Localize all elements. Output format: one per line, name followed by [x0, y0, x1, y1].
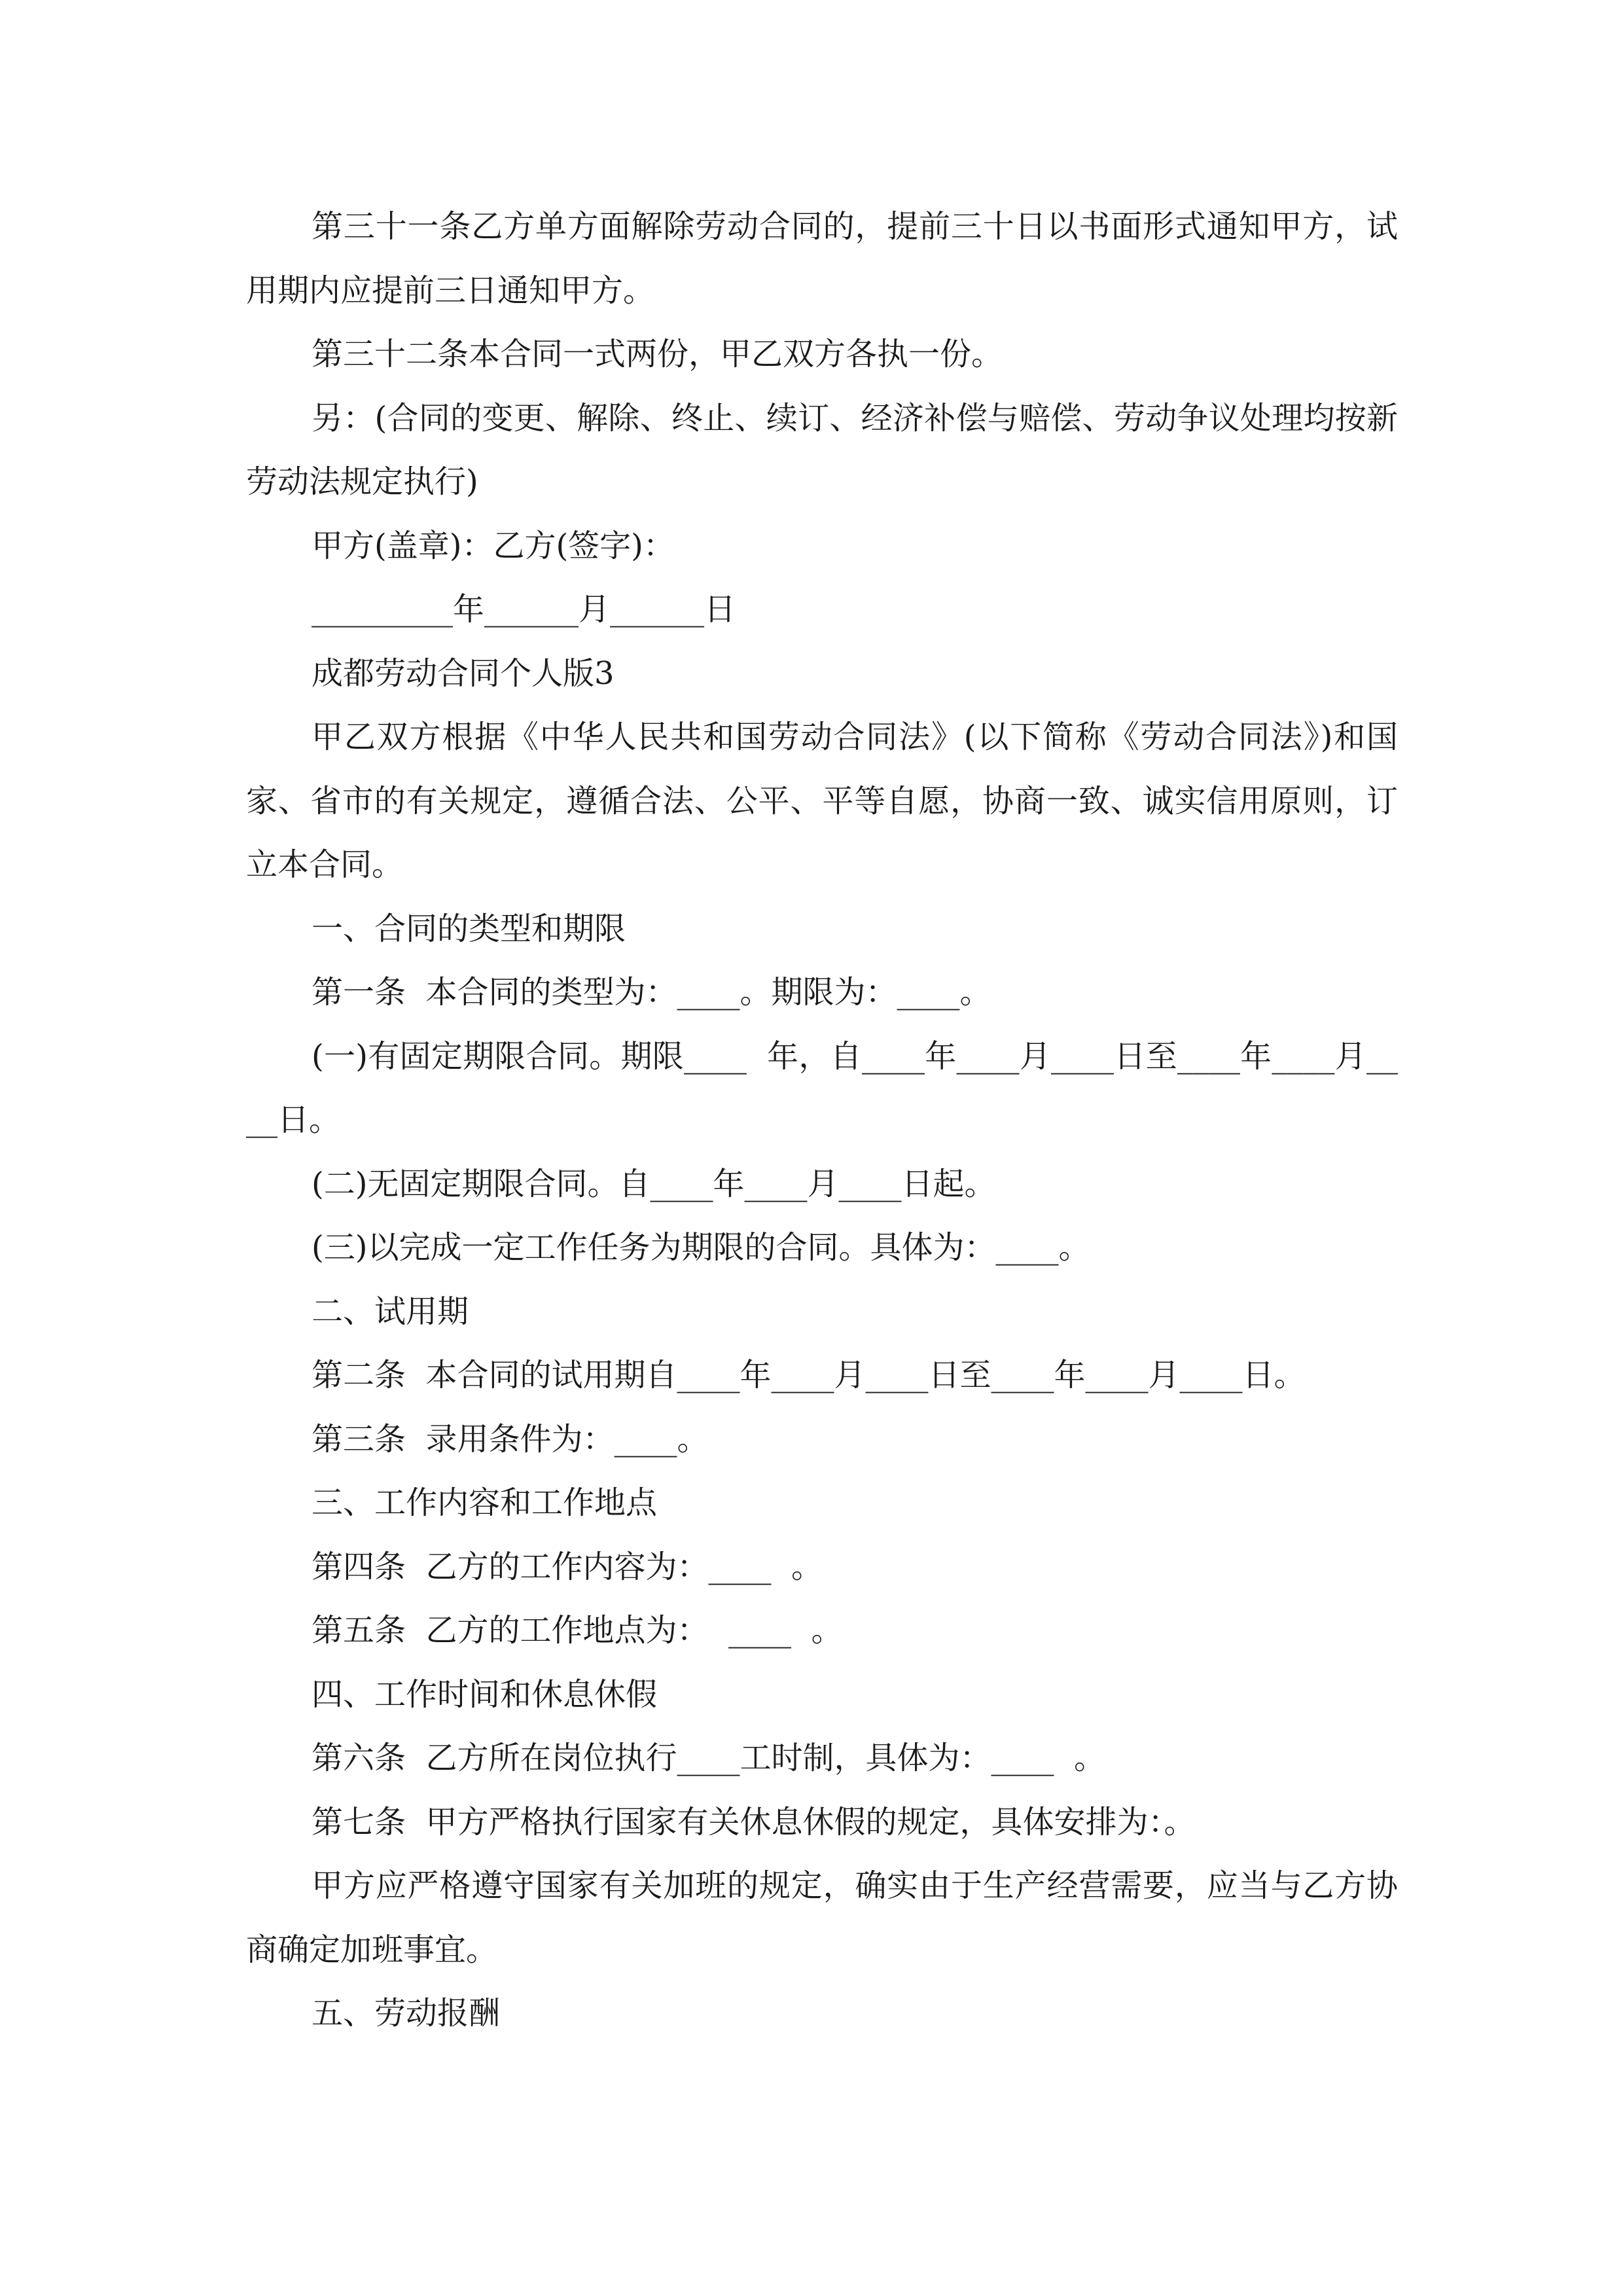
signature-line: 甲方(盖章)：乙方(签字)：: [312, 527, 675, 564]
clause-32-paragraph: 第三十二条本合同一式两份，甲乙双方各执一份。: [312, 336, 1003, 372]
article-6-paragraph: 第六条 乙方所在岗位执行____工时制，具体为：____ 。: [312, 1740, 1106, 1776]
fixed-term-paragraph: (一)有固定期限合同。期限____ 年，自____年____月____日至____年____月____日。: [246, 1037, 1398, 1138]
preamble-paragraph: 甲乙双方根据《中华人民共和国劳动合同法》(以下简称《劳动合同法》)和国家、省市的有关规定，遵循合法、公平、平等自愿，协商一致、诚实信用原则，订立本合同。: [246, 719, 1398, 883]
article-5-paragraph: 第五条 乙方的工作地点为： ____ 。: [312, 1612, 843, 1649]
overtime-paragraph: 甲方应严格遵守国家有关加班的规定，确实由于生产经营需要，应当与乙方协商确定加班事宜。: [246, 1867, 1398, 1968]
heading-work-content-location: 三、工作内容和工作地点: [312, 1484, 658, 1521]
date-line: _________年______月______日: [312, 591, 736, 628]
heading-remuneration: 五、劳动报酬: [312, 1995, 501, 2032]
section-title: 成都劳动合同个人版3: [312, 655, 615, 692]
article-3-paragraph: 第三条 录用条件为：____。: [312, 1420, 709, 1458]
task-based-paragraph: (三)以完成一定工作任务为期限的合同。具体为：____。: [312, 1229, 1090, 1266]
article-7-paragraph: 第七条 甲方严格执行国家有关休息休假的规定，具体安排为：。: [312, 1803, 1196, 1840]
heading-working-hours: 四、工作时间和休息休假: [312, 1676, 658, 1713]
article-1-paragraph: 第一条 本合同的类型为：____。期限为：____。: [312, 974, 991, 1011]
open-ended-paragraph: (二)无固定期限合同。自____年____月____日起。: [312, 1165, 996, 1202]
heading-probation: 二、试用期: [312, 1293, 469, 1330]
article-4-paragraph: 第四条 乙方的工作内容为：____ 。: [312, 1548, 823, 1585]
document-body: [246, 195, 1398, 2046]
clause-31-paragraph: 第三十一条乙方单方面解除劳动合同的，提前三十日以书面形式通知甲方，试用期内应提前三日通知甲方。: [246, 208, 1398, 309]
supplementary-note-paragraph: 另：(合同的变更、解除、终止、续订、经济补偿与赔偿、劳动争议处理均按新劳动法规定执行): [246, 399, 1398, 500]
heading-contract-type: 一、合同的类型和期限: [312, 910, 626, 947]
article-2-paragraph: 第二条 本合同的试用期自____年____月____日至____年____月____日。: [312, 1357, 1306, 1393]
